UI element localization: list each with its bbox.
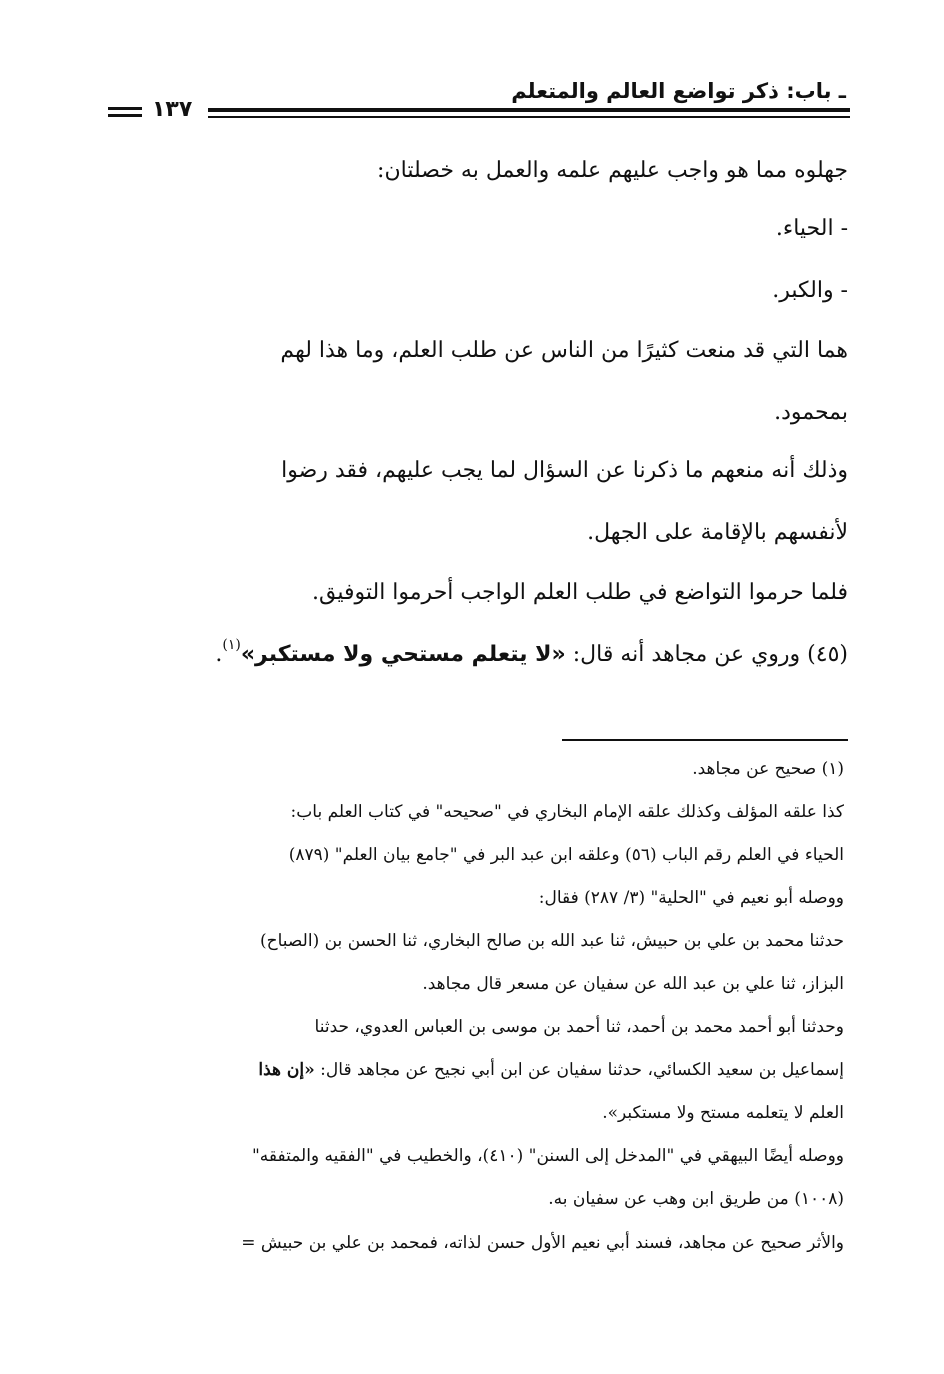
- footnote-line: ووصله أيضًا البيهقي في "المدخل إلى السنن" (٤١٠)، والخطيب في "الفقيه والمتفقه": [251, 1146, 844, 1166]
- body-line: وذلك أنه منعهم ما ذكرنا عن السؤال لما يجب عليهم، فقد رضوا: [281, 458, 848, 483]
- footnote-quote: العلم لا يتعلمه مستح ولا مستكبر»: [607, 1103, 844, 1123]
- footnote-line: وحدثنا أبو أحمد محمد بن أحمد، ثنا أحمد بن موسى بن العباس العدوي، حدثنا: [314, 1017, 844, 1037]
- body-line: هما التي قد منعت كثيرًا من الناس عن طلب العلم، وما هذا لهم: [280, 338, 848, 363]
- page-header: [108, 78, 850, 126]
- footnote-line: (١) صحيح عن مجاهد.: [692, 759, 844, 779]
- footnote-line: والأثر صحيح عن مجاهد، فسند أبي نعيم الأول حسن لذاته، فمحمد بن علي بن حبيش =: [241, 1233, 844, 1253]
- header-rule: [208, 108, 850, 112]
- footnote-text: إسماعيل بن سعيد الكسائي، حدثنا سفيان عن ابن أبي نجيح عن مجاهد قال:: [314, 1060, 844, 1080]
- page-number: ١٣٧: [152, 97, 193, 122]
- footnote-line: (١٠٠٨) من طريق ابن وهب عن سفيان به.: [548, 1189, 844, 1209]
- page-number-dashes: [108, 107, 142, 119]
- quoted-saying: «لا يتعلم مستحي ولا مستكبر»: [240, 642, 566, 667]
- body-line: جهلوه مما هو واجب عليهم علمه والعمل به خصلتان:: [377, 158, 848, 183]
- header-rule-thin: [208, 116, 850, 118]
- body-line: لأنفسهم بالإقامة على الجهل.: [587, 520, 848, 545]
- body-list-item: - الحياء.: [775, 216, 848, 241]
- body-line: فلما حرموا التواضع في طلب العلم الواجب أحرموا التوفيق.: [311, 580, 848, 605]
- body-list-item: - والكبر.: [772, 278, 848, 303]
- chapter-title: ـ باب: ذكر تواضع العالم والمتعلم: [511, 79, 846, 103]
- footnote-line: كذا علقه المؤلف وكذلك علقه الإمام البخاري في "صحيحه" في كتاب العلم باب:: [290, 802, 844, 822]
- footnote-line: [112, 1101, 844, 1125]
- narration-line: [120, 637, 848, 672]
- footnote-reference: (١): [222, 637, 241, 653]
- footnote-line: حدثنا محمد بن علي بن حبيش، ثنا عبد الله بن صالح البخاري، ثنا الحسن بن (الصباح): [260, 931, 844, 951]
- footnote-line: [112, 1058, 844, 1082]
- footnote-text: .: [602, 1103, 608, 1123]
- footnote-line: ووصله أبو نعيم في "الحلية" (٣/ ٢٨٧) فقال:: [538, 888, 844, 908]
- footnote-quote: «إن هذا: [258, 1060, 315, 1080]
- narration-suffix: .: [215, 642, 223, 667]
- footnote-line: الحياء في العلم رقم الباب (٥٦) وعلقه ابن عبد البر في "جامع بيان العلم" (٨٧٩): [288, 845, 844, 865]
- body-line: بمحمود.: [774, 400, 848, 425]
- narration-prefix: (٤٥) وروي عن مجاهد أنه قال:: [565, 642, 848, 667]
- footnote-separator: [562, 739, 848, 741]
- footnote-line: البزاز، ثنا علي بن عبد الله عن سفيان عن مسعر قال مجاهد.: [422, 974, 844, 994]
